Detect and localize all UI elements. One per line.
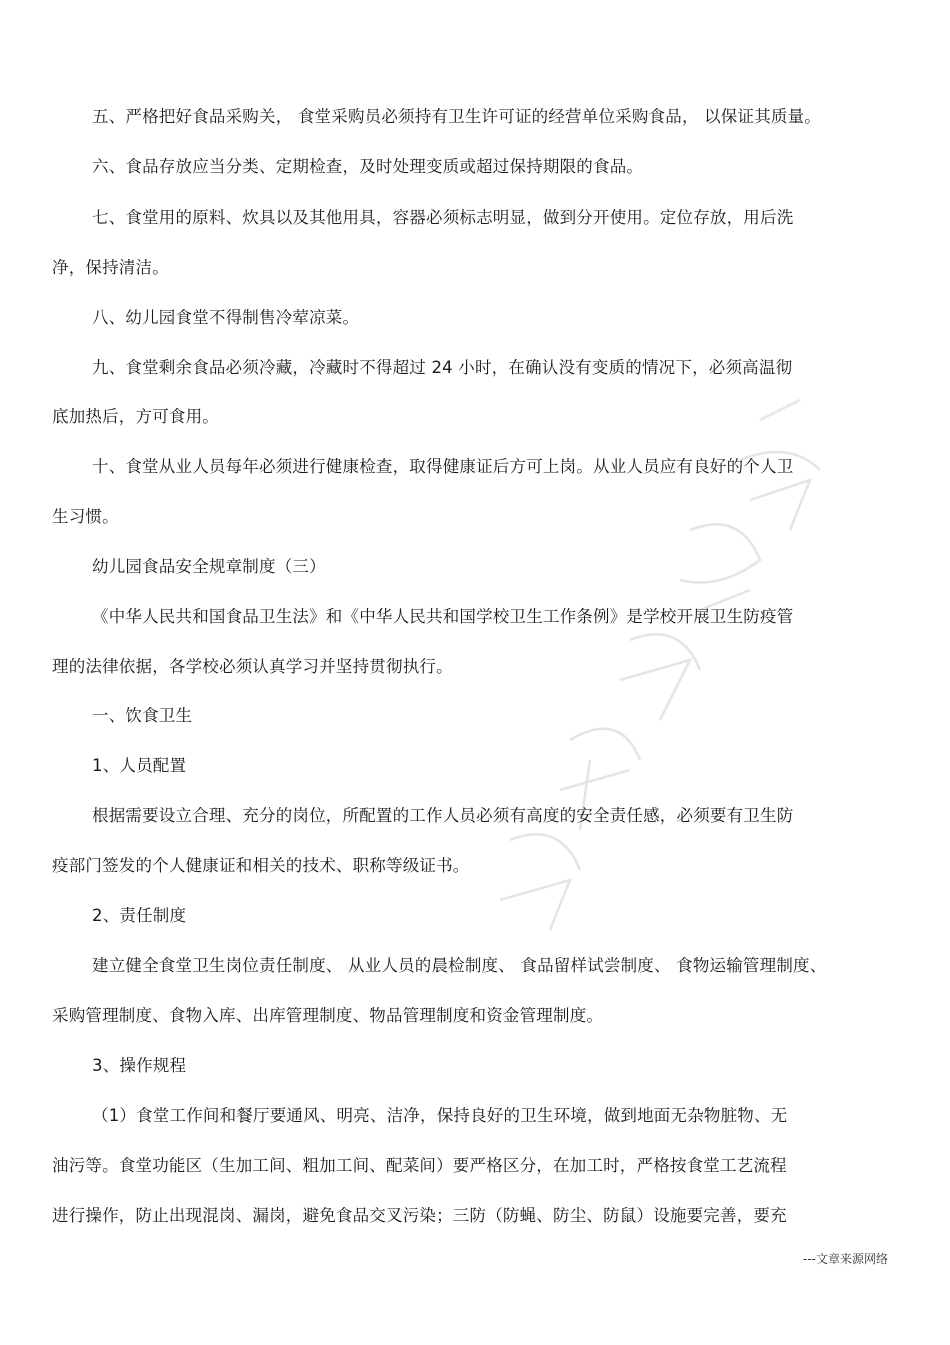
paragraph-line: 根据需要设立合理、充分的岗位，所配置的工作人员必须有高度的安全责任感，必须要有卫生防 <box>92 806 794 825</box>
subsection-heading: 1、人员配置 <box>92 756 187 775</box>
paragraph-line: 九、食堂剩余食品必须冷藏，冷藏时不得超过 24 小时，在确认没有变质的情况下，必须高温彻 <box>92 358 793 377</box>
paragraph-line: 六、食品存放应当分类、定期检查，及时处理变质或超过保持期限的食品。 <box>92 157 644 176</box>
paragraph-line: 疫部门签发的个人健康证和相关的技术、职称等级证书。 <box>52 856 470 875</box>
paragraph-line: （1）食堂工作间和餐厅要通风、明亮、洁净，保持良好的卫生环境，做到地面无杂物脏物、无 <box>92 1106 788 1125</box>
section-heading: 一、饮食卫生 <box>92 706 193 725</box>
paragraph-line: 七、食堂用的原料、炊具以及其他用具，容器必须标志明显，做到分开使用。定位存放，用后洗 <box>92 208 794 227</box>
paragraph-line: 八、幼儿园食堂不得制售冷荤凉菜。 <box>92 308 360 327</box>
paragraph-line: 建立健全食堂卫生岗位责任制度、 从业人员的晨检制度、 食品留样试尝制度、 食物运输管理制度、 <box>92 956 827 975</box>
subsection-heading: 2、责任制度 <box>92 906 187 925</box>
paragraph-line: 五、严格把好食品采购关， 食堂采购员必须持有卫生许可证的经营单位采购食品， 以保证其质量。 <box>92 107 821 126</box>
source-footer: ---文章来源网络 <box>803 1252 888 1266</box>
section-heading: 幼儿园食品安全规章制度（三） <box>92 557 326 576</box>
paragraph-line: 十、食堂从业人员每年必须进行健康检查，取得健康证后方可上岗。从业人员应有良好的个人卫 <box>92 457 794 476</box>
paragraph-line: 生习惯。 <box>52 507 119 526</box>
paragraph-line: 净，保持清洁。 <box>52 258 169 277</box>
paragraph-line: 采购管理制度、食物入库、出库管理制度、物品管理制度和资金管理制度。 <box>52 1006 604 1025</box>
paragraph-line: 《中华人民共和国食品卫生法》和《中华人民共和国学校卫生工作条例》是学校开展卫生防疫管 <box>92 607 794 626</box>
paragraph-line: 底加热后，方可食用。 <box>52 407 219 426</box>
paragraph-line: 进行操作，防止出现混岗、漏岗，避免食品交叉污染；三防（防蝇、防尘、防鼠）设施要完善，要充 <box>52 1206 787 1225</box>
subsection-heading: 3、操作规程 <box>92 1056 187 1075</box>
paragraph-line: 油污等。食堂功能区（生加工间、粗加工间、配菜间）要严格区分，在加工时，严格按食堂工艺流程 <box>52 1156 787 1175</box>
paragraph-line: 理的法律依据，各学校必须认真学习并坚持贯彻执行。 <box>52 657 453 676</box>
